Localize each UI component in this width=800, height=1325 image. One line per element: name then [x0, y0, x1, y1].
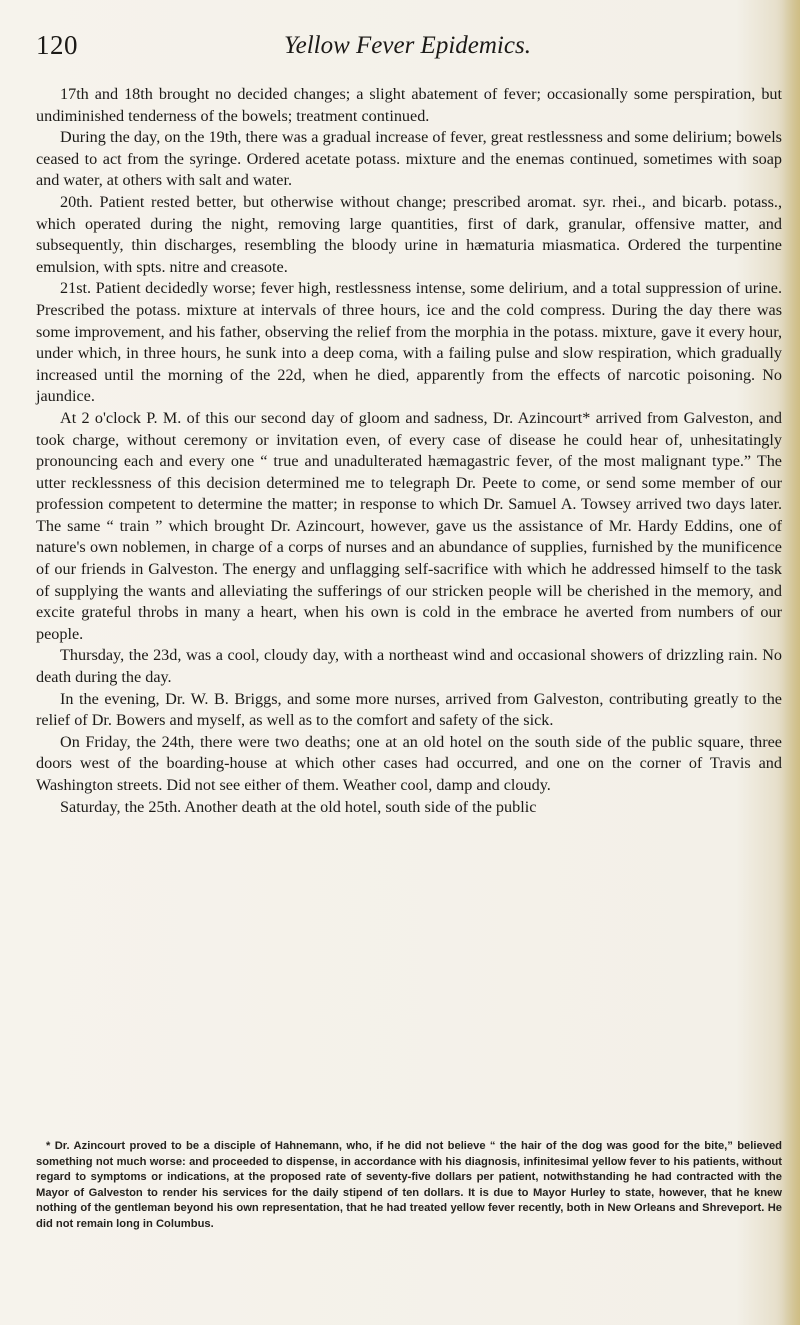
paragraph: In the evening, Dr. W. B. Briggs, and some more nurses, arrived from Galveston, contributing greatly to the relief of Dr. Bowers and myself, as well as to the comfort and safety of the sick. — [36, 689, 782, 730]
paragraph: At 2 o'clock P. M. of this our second day of gloom and sadness, Dr. Azincourt* arrived from Galveston, and took charge, without ceremony or invitation even, of every case of disease he could hear of, unhesitatingly pronouncing each and every one “ true and unadulterated hæmagastric fever, of the most malignant type.” The utter recklessness of this decision determined me to telegraph Dr. Peete to come, or send some member of our profession competent to determine the matter; in response to which Dr. Samuel A. Towsey arrived two days later. The same “ train ” which brought Dr. Azincourt, however, gave us the assistance of Mr. Hardy Eddins, one of nature's own noblemen, in charge of a corps of nurses and an abundance of supplies, furnished by the munificence of our friends in Galveston. The energy and unflagging self-sacrifice with which he addressed himself to the task of supplying the wants and alleviating the sufferings of our stricken people will be cherished in the memory, and excite grateful throbs in many a heart, when his own is cold in the embrace he averted from numbers of our people. — [36, 408, 782, 643]
footnote: * Dr. Azincourt proved to be a disciple of Hahnemann, who, if he did not believe “ the hair of the dog was good for the bite,” believed something not much worse: and proceeded to dispense, in accordance with his diagnosis, infinitesimal yellow fever to his patients, without regard to symptoms or indications, at the proposed rate of seventy-five dollars per patient, notwithstanding he had contracted with the Mayor of Galveston to render his services for the daily stipend of ten dollars. It is due to Mayor Hurley to state, however, that he knew nothing of the gentleman beyond his own representation, that he had treated yellow fever recently, both in New Orleans and Shreveport. He did not remain long in Columbus. — [36, 1140, 782, 1230]
paragraph: 20th. Patient rested better, but otherwise without change; prescribed aromat. syr. rhei., and bicarb. potass., which operated during the night, removing large quantities, first of dark, granular, offensive matter, and subsequently, thin discharges, resembling the bloody urine in hæmaturia miasmatica. Ordered the turpentine emulsion, with spts. nitre and creasote. — [36, 192, 782, 276]
page-header — [36, 30, 776, 66]
paragraph: During the day, on the 19th, there was a gradual increase of fever, great restlessness and some delirium; bowels ceased to act from the syringe. Ordered acetate potass. mixture and the enemas continued, sometimes with soap and water, at others with salt and water. — [36, 128, 782, 190]
page-number: 120 — [36, 30, 78, 60]
running-title: Yellow Fever Epidemics. — [284, 32, 531, 59]
paragraph: 21st. Patient decidedly worse; fever high, restlessness intense, some delirium, and a total suppression of urine. Prescribed the potass. mixture at intervals of three hours, ice and the cold compress. During the day there was some improvement, and his father, observing the relief from the morphia in the potass. mixture, gave it every hour, under which, in three hours, he sunk into a deep coma, with a failing pulse and slow respiration, which gradually increased until the morning of the 22d, when he died, apparently from the effects of narcotic poisoning. No jaundice. — [36, 279, 782, 406]
body-text — [36, 84, 782, 818]
page-edge-stain — [782, 0, 800, 1325]
footnotes — [36, 1139, 782, 1233]
paragraph: On Friday, the 24th, there were two deaths; one at an old hotel on the south side of the public square, three doors west of the boarding-house at which other cases had occurred, and one on the corner of Travis and Washington streets. Did not see either of them. Weather cool, damp and cloudy. — [36, 732, 782, 794]
paragraph: Thursday, the 23d, was a cool, cloudy day, with a northeast wind and occasional showers of drizzling rain. No death during the day. — [36, 646, 782, 687]
paragraph: Saturday, the 25th. Another death at the old hotel, south side of the public — [60, 797, 537, 816]
paragraph: 17th and 18th brought no decided changes; a slight abatement of fever; occasionally some perspiration, but undiminished tenderness of the bowels; treatment continued. — [36, 85, 782, 125]
